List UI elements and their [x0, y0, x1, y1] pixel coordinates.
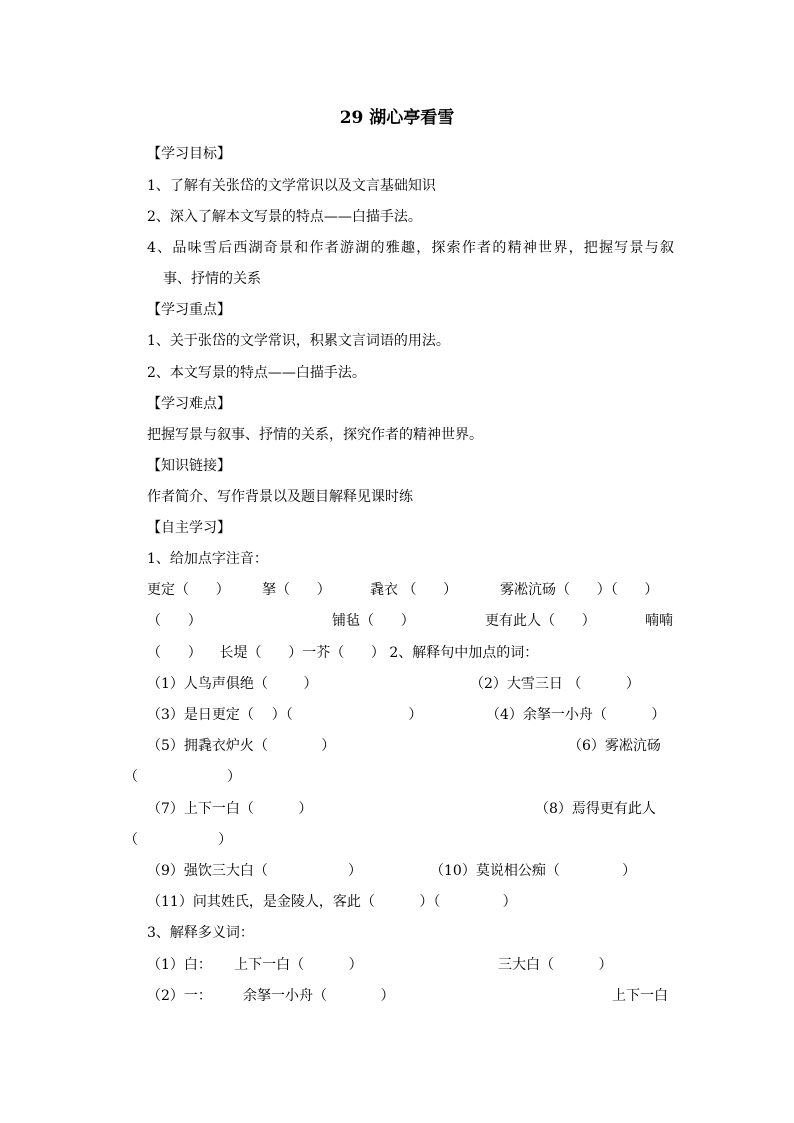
explain-item-10: （10）莫说相公痴（ ）	[430, 863, 637, 879]
goal-item-4: 4、品味雪后西湖奇景和作者游湖的雅趣，探索作者的精神世界，把握写景与叙	[147, 240, 674, 256]
explain-item-4: （4）余拏一小舟（ ）	[486, 707, 666, 723]
section-heading-goals: 【学习目标】	[147, 146, 231, 162]
pinyin-blank-puzhan: 铺毡（ ）	[332, 613, 415, 629]
section-heading-key: 【学习重点】	[147, 302, 231, 318]
explain-item-8-blank: （ ）	[124, 832, 233, 848]
explain-item-3: （3）是日更定（ ）（ ）	[147, 707, 423, 723]
goal-item-2: 2、深入了解本文写景的特点——白描手法。	[147, 209, 422, 225]
polysemy-item-2-b: 上下一白	[612, 988, 668, 1004]
pinyin-blank-gengding: 更定（ ）	[147, 582, 230, 598]
section-heading-link: 【知识链接】	[147, 458, 231, 474]
explain-item-11: （11）问其姓氏，是金陵人，客此（ ）（ ）	[147, 894, 517, 910]
section-heading-difficulty: 【学习难点】	[147, 396, 231, 412]
explain-item-2: （2）大雪三日 （ ）	[470, 676, 640, 692]
pinyin-blank-dang: （ ）	[147, 613, 202, 629]
key-item-1: 1、关于张岱的文学常识，积累文言词语的用法。	[147, 333, 450, 349]
pinyin-line-3: （ ） 长堤（ ）一芥（ ） 2、解释句中加点的词：	[147, 645, 539, 661]
pinyin-word-nannan: 喃喃	[645, 613, 673, 629]
difficulty-item: 把握写景与叙事、抒情的关系，探究作者的精神世界。	[147, 427, 483, 443]
explain-item-1: （1）人鸟声俱绝（ ）	[147, 676, 318, 692]
question-1: 1、给加点字注音：	[147, 551, 268, 567]
goal-item-4-cont: 事、抒情的关系	[163, 271, 261, 287]
polysemy-item-1: （1）白： 上下一白（ ）	[147, 957, 363, 973]
link-item: 作者简介、写作背景以及题目解释见课时练	[147, 489, 413, 505]
polysemy-item-2: （2）一： 余拏一小舟（ ）	[147, 988, 395, 1004]
pinyin-blank-wusong: 雾凇沆砀（ ）（ ）	[500, 582, 659, 598]
explain-item-9: （9）强饮三大白（ ）	[147, 863, 363, 879]
explain-item-5: （5）拥毳衣炉火（ ）	[147, 738, 336, 754]
question-3: 3、解释多义词：	[147, 925, 254, 941]
polysemy-item-1-b: 三大白（ ）	[498, 957, 613, 973]
page-title: 29 湖心亭看雪	[339, 108, 455, 128]
explain-item-7: （7）上下一白（ ）	[147, 801, 313, 817]
pinyin-blank-na: 拏（ ）	[262, 582, 331, 598]
explain-item-8: （8）焉得更有此人	[535, 801, 656, 817]
section-heading-self-study: 【自主学习】	[147, 520, 231, 536]
key-item-2: 2、本文写景的特点——白描手法。	[147, 365, 366, 381]
explain-item-6: （6）雾凇沆砀	[568, 738, 661, 754]
goal-item-1: 1、了解有关张岱的文学常识以及文言基础知识	[147, 178, 436, 194]
pinyin-blank-cuiyi: 毳衣 （ ）	[370, 582, 458, 598]
explain-item-6-blank: （ ）	[124, 769, 242, 785]
pinyin-blank-gengyou: 更有此人（ ）	[485, 613, 596, 629]
